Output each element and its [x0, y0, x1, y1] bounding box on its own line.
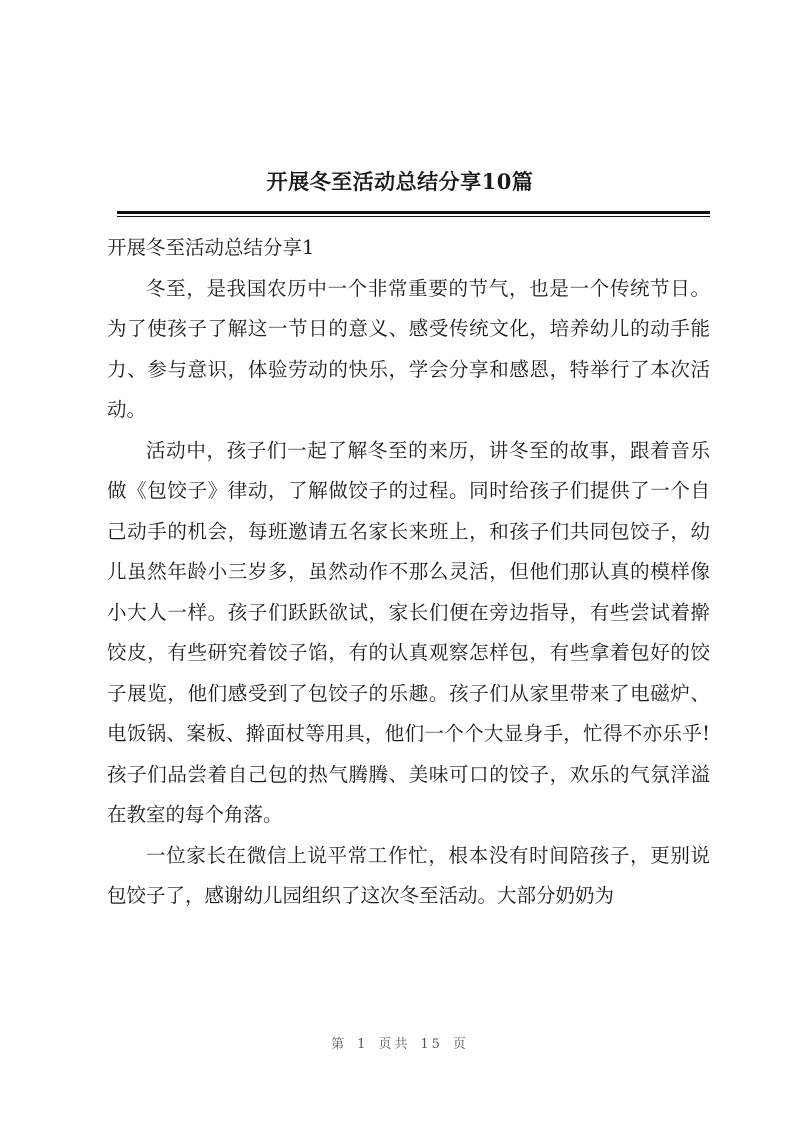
paragraph-1: 冬至，是我国农历中一个非常重要的节气，也是一个传统节日。为了使孩子了解这一节日的意义、感受传统文化，培养幼儿的动手能力、参与意识，体验劳动的快乐，学会分享和感恩，特举行了本次活动。	[107, 276, 710, 421]
title-rule-thick	[117, 211, 710, 214]
footer-suffix: 页	[452, 1037, 469, 1052]
section-heading: 开展冬至活动总结分享1	[107, 236, 315, 259]
footer-current-page: 1	[357, 1037, 369, 1052]
document-body	[107, 228, 710, 917]
page-footer	[0, 1033, 800, 1052]
footer-middle: 页共	[378, 1037, 411, 1052]
paragraph-3: 一位家长在微信上说平常工作忙，根本没有时间陪孩子，更别说包饺子了，感谢幼儿园组织了这次冬至活动。大部分奶奶为	[107, 843, 710, 907]
document-title: 开展冬至活动总结分享10篇	[266, 169, 534, 194]
title-rule-thin	[117, 216, 710, 217]
footer-prefix: 第	[331, 1037, 348, 1052]
footer-total-pages: 15	[420, 1037, 443, 1052]
paragraph-2: 活动中，孩子们一起了解冬至的来历，讲冬至的故事，跟着音乐做《包饺子》律动，了解做饺子的过程。同时给孩子们提供了一个自己动手的机会，每班邀请五名家长来班上，和孩子们共同包饺子，幼儿虽然年龄小三岁多，虽然动作不那么灵活，但他们那认真的模样像小大人一样。孩子们跃跃欲试，家长们便在旁边指导，有些尝试着擀饺皮，有些研究着饺子馅，有的认真观察怎样包，有些拿着包好的饺子展览，他们感受到了包饺子的乐趣。孩子们从家里带来了电磁炉、电饭锅、案板、擀面杖等用具，他们一个个大显身手，忙得不亦乐乎!孩子们品尝着自己包的热气腾腾、美味可口的饺子，欢乐的气氛洋溢在教室的每个角落。	[107, 438, 710, 826]
